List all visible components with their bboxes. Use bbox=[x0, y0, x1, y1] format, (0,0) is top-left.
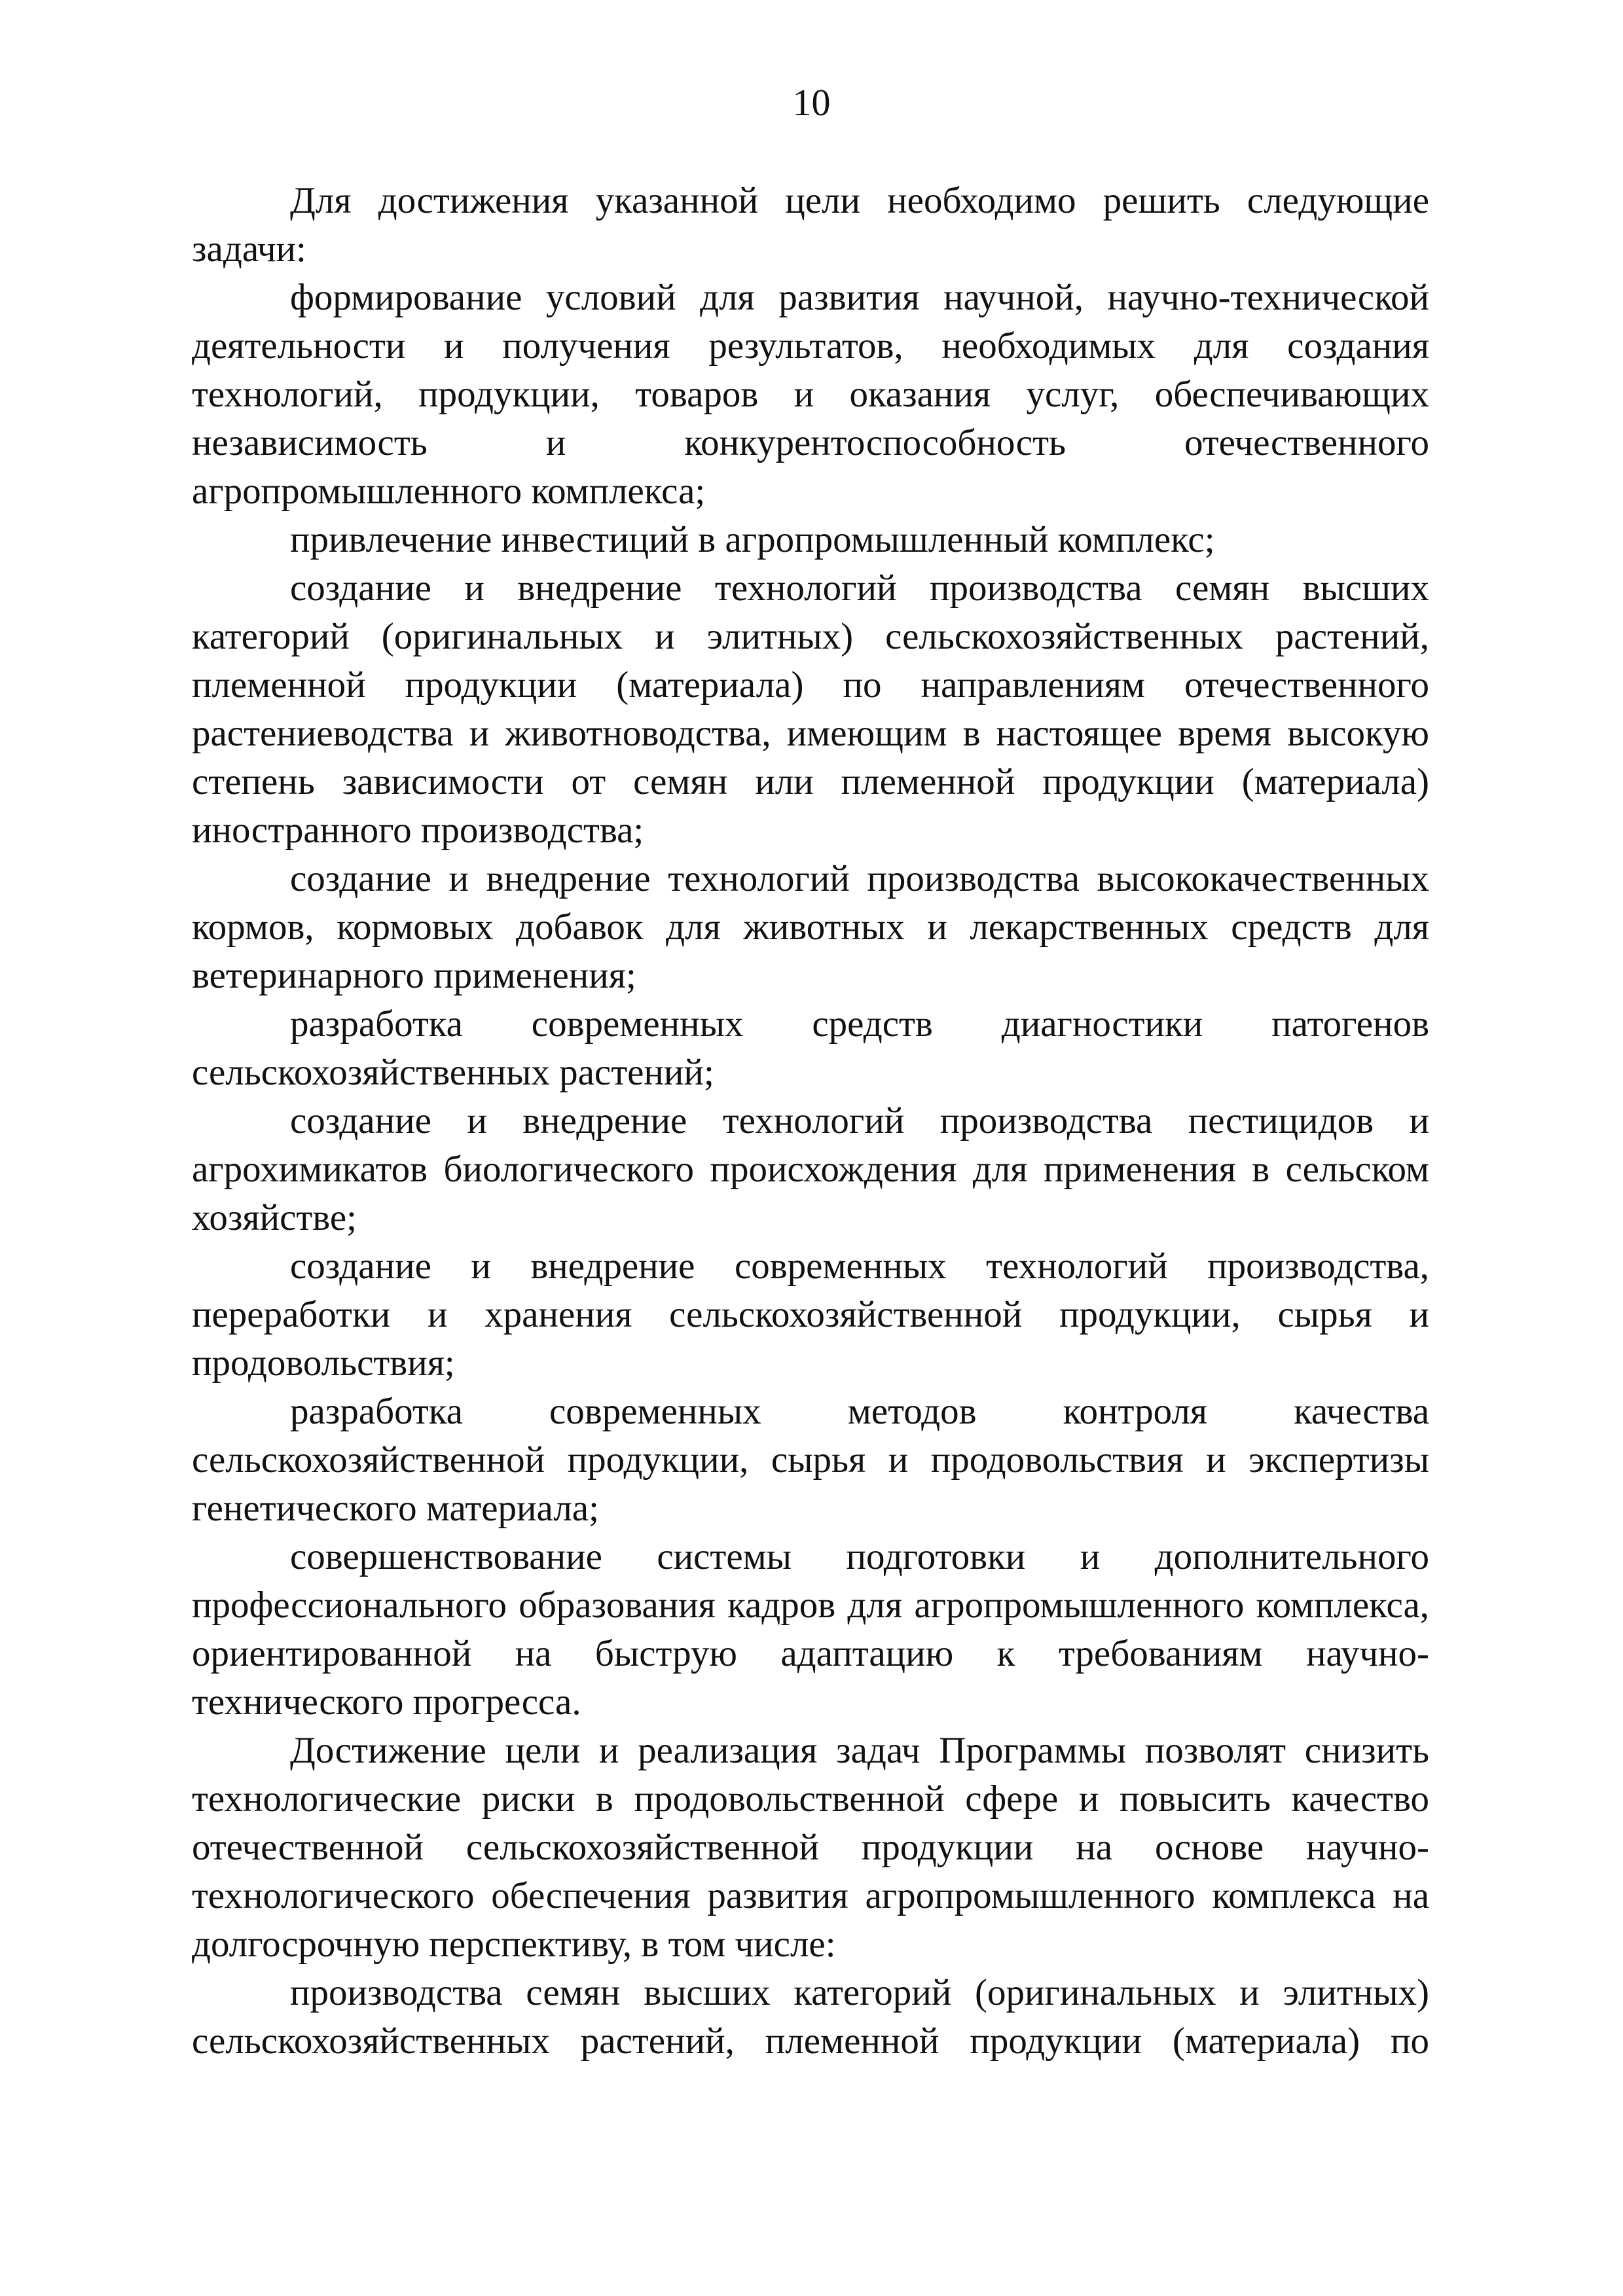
paragraph-task-quality-control: разработка современных методов контроля качества сельскохозяйственной продукции, сырья и продовольствия и экспертизы генетического материала; bbox=[192, 1391, 1429, 1529]
paragraph-goal-intro: Для достижения указанной цели необходимо решить следующие задачи: bbox=[192, 180, 1429, 270]
paragraph-seed-production: производства семян высших категорий (оригинальных и элитных) сельскохозяйственных растений, племенной продукции (материала) по bbox=[192, 1972, 1429, 2062]
paragraph-task-processing: создание и внедрение современных технологий производства, переработки и хранения сельскохозяйственной продукции, сырья и продовольствия; bbox=[192, 1246, 1429, 1384]
document-body bbox=[192, 177, 1429, 2066]
paragraph-task-feed: создание и внедрение технологий производства высококачественных кормов, кормовых добавок для животных и лекарственных средств для ветеринарного применения; bbox=[192, 858, 1429, 996]
page-number: 10 bbox=[792, 81, 831, 124]
paragraph-task-education: совершенствование системы подготовки и дополнительного профессионального образования кадров для агропромышленного комплекса, ориентированной на быструю адаптацию к требованиям научно-технического прогресса. bbox=[192, 1536, 1429, 1723]
paragraph-program-outcomes: Достижение цели и реализация задач Программы позволят снизить технологические риски в продовольственной сфере и повысить качество отечественной сельскохозяйственной продукции на основе научно-технологического обеспечения развития агропромышленного комплекса на долгосрочную перспективу, в том числе: bbox=[192, 1730, 1429, 1965]
paragraph-task-seeds: создание и внедрение технологий производства семян высших категорий (оригинальных и элитных) сельскохозяйственных растений, племенной продукции (материала) по направлениям отечественного растениеводства и животноводства, имеющим в настоящее время высокую степень зависимости от семян или племенной продукции (материала) иностранного производства; bbox=[192, 567, 1429, 851]
paragraph-task-investments: привлечение инвестиций в агропромышленный комплекс; bbox=[290, 519, 1215, 560]
paragraph-task-diagnostics: разработка современных средств диагностики патогенов сельскохозяйственных растений; bbox=[192, 1003, 1429, 1093]
paragraph-task-pesticides: создание и внедрение технологий производства пестицидов и агрохимикатов биологического происхождения для применения в сельском хозяйстве; bbox=[192, 1100, 1429, 1238]
paragraph-task-conditions: формирование условий для развития научной, научно-технической деятельности и получения результатов, необходимых для создания технологий, продукции, товаров и оказания услуг, обеспечивающих независимость и конкурентоспособность отечественного агропромышленного комплекса; bbox=[192, 277, 1429, 512]
